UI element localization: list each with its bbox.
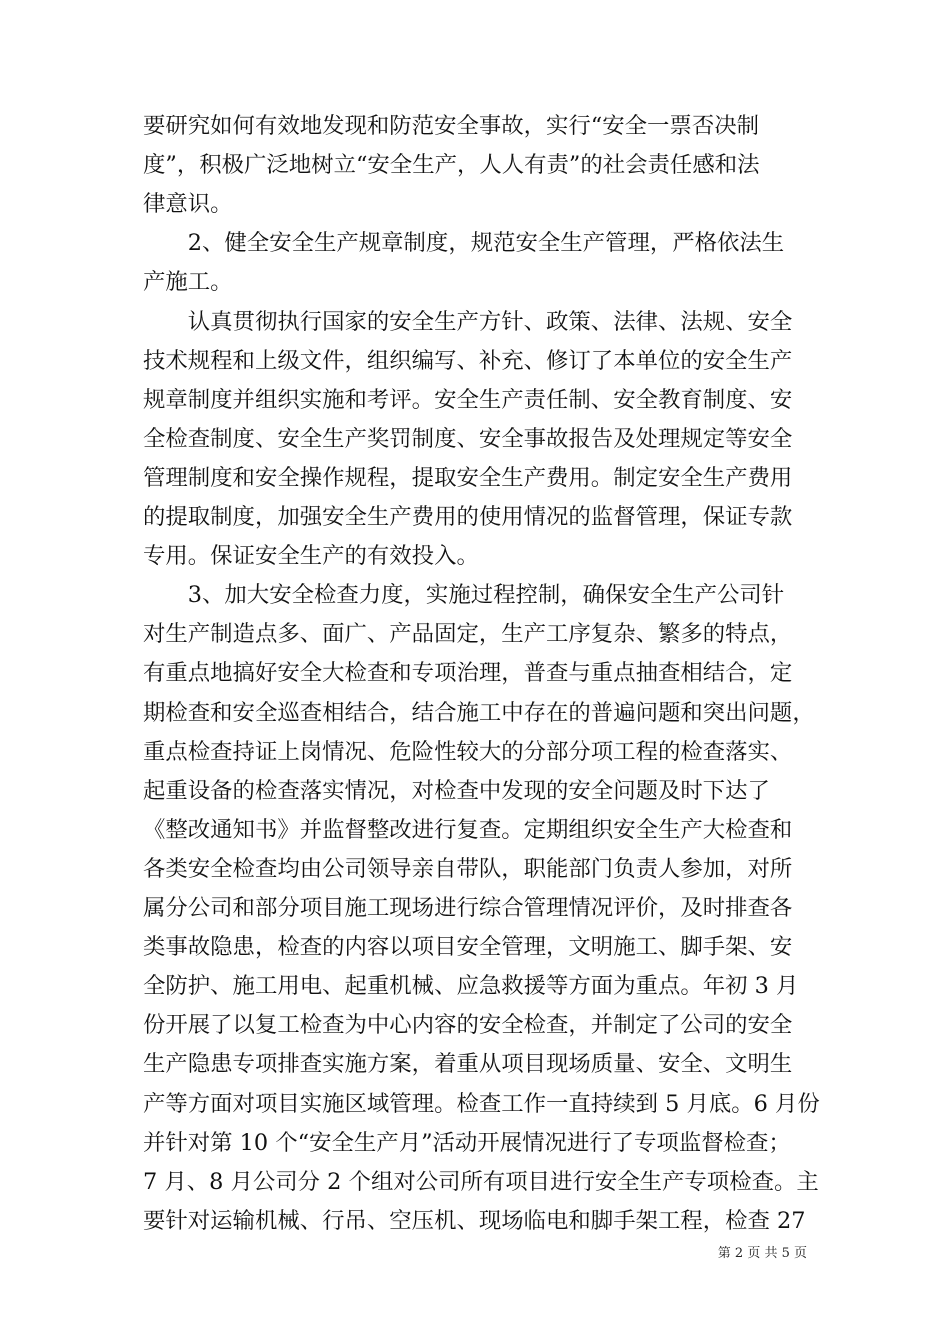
text-line: 3、加大安全检查力度，实施过程控制，确保安全生产公司针 bbox=[143, 582, 785, 609]
text-line: 生产隐患专项排查实施方案，着重从项目现场质量、安全、文明生 bbox=[143, 1051, 793, 1078]
text-line: 类事故隐患，检查的内容以项目安全管理，文明施工、脚手架、安 bbox=[143, 934, 793, 961]
text-line: 全检查制度、安全生产奖罚制度、安全事故报告及处理规定等安全 bbox=[143, 425, 793, 452]
text-line: 《整改通知书》并监督整改进行复查。定期组织安全生产大检查和 bbox=[143, 816, 793, 843]
text-line: 对生产制造点多、面广、产品固定，生产工序复杂、繁多的特点， bbox=[143, 621, 793, 648]
text-line: 有重点地搞好安全大检查和专项治理，普查与重点抽查相结合，定 bbox=[143, 660, 793, 687]
text-line: 份开展了以复工检查为中心内容的安全检查，并制定了公司的安全 bbox=[143, 1012, 793, 1039]
text-line: 认真贯彻执行国家的安全生产方针、政策、法律、法规、安全 bbox=[143, 308, 793, 335]
text-line: 并针对第 10 个“安全生产月”活动开展情况进行了专项监督检查； bbox=[143, 1129, 791, 1156]
text-line: 各类安全检查均由公司领导亲自带队，职能部门负责人参加，对所 bbox=[143, 855, 793, 882]
text-line: 技术规程和上级文件，组织编写、补充、修订了本单位的安全生产 bbox=[143, 347, 793, 374]
text-line: 产施工。 bbox=[143, 269, 233, 296]
text-line: 2、健全安全生产规章制度，规范安全生产管理，严格依法生 bbox=[143, 230, 785, 257]
text-line: 期检查和安全巡查相结合，结合施工中存在的普遍问题和突出问题， bbox=[143, 699, 815, 726]
text-line: 起重设备的检查落实情况，对检查中发现的安全问题及时下达了 bbox=[143, 777, 770, 804]
text-line: 7 月、8 月公司分 2 个组对公司所有项目进行安全生产专项检查。主 bbox=[143, 1168, 819, 1195]
text-line: 专用。保证安全生产的有效投入。 bbox=[143, 543, 479, 570]
text-line: 管理制度和安全操作规程，提取安全生产费用。制定安全生产费用 bbox=[143, 464, 793, 491]
text-line: 度”，积极广泛地树立“安全生产，人人有责”的社会责任感和法 bbox=[143, 152, 760, 179]
text-line: 要研究如何有效地发现和防范安全事故，实行“安全一票否决制 bbox=[143, 113, 759, 139]
text-line: 重点检查持证上岗情况、危险性较大的分部分项工程的检查落实、 bbox=[143, 738, 793, 765]
text-line: 律意识。 bbox=[143, 191, 233, 218]
text-line: 的提取制度，加强安全生产费用的使用情况的监督管理，保证专款 bbox=[143, 504, 793, 530]
text-line: 属分公司和部分项目施工现场进行综合管理情况评价，及时排查各 bbox=[143, 895, 793, 921]
text-line: 规章制度并组织实施和考评。安全生产责任制、安全教育制度、安 bbox=[143, 386, 793, 413]
text-line: 产等方面对项目实施区域管理。检查工作一直持续到 5 月底。6 月份 bbox=[143, 1090, 820, 1117]
text-line: 要针对运输机械、行吊、空压机、现场临电和脚手架工程，检查 27 bbox=[143, 1207, 806, 1234]
page-number: 第 2 页 共 5 页 bbox=[717, 1246, 807, 1261]
text-line: 全防护、施工用电、起重机械、应急救援等方面为重点。年初 3 月 bbox=[143, 973, 799, 1000]
